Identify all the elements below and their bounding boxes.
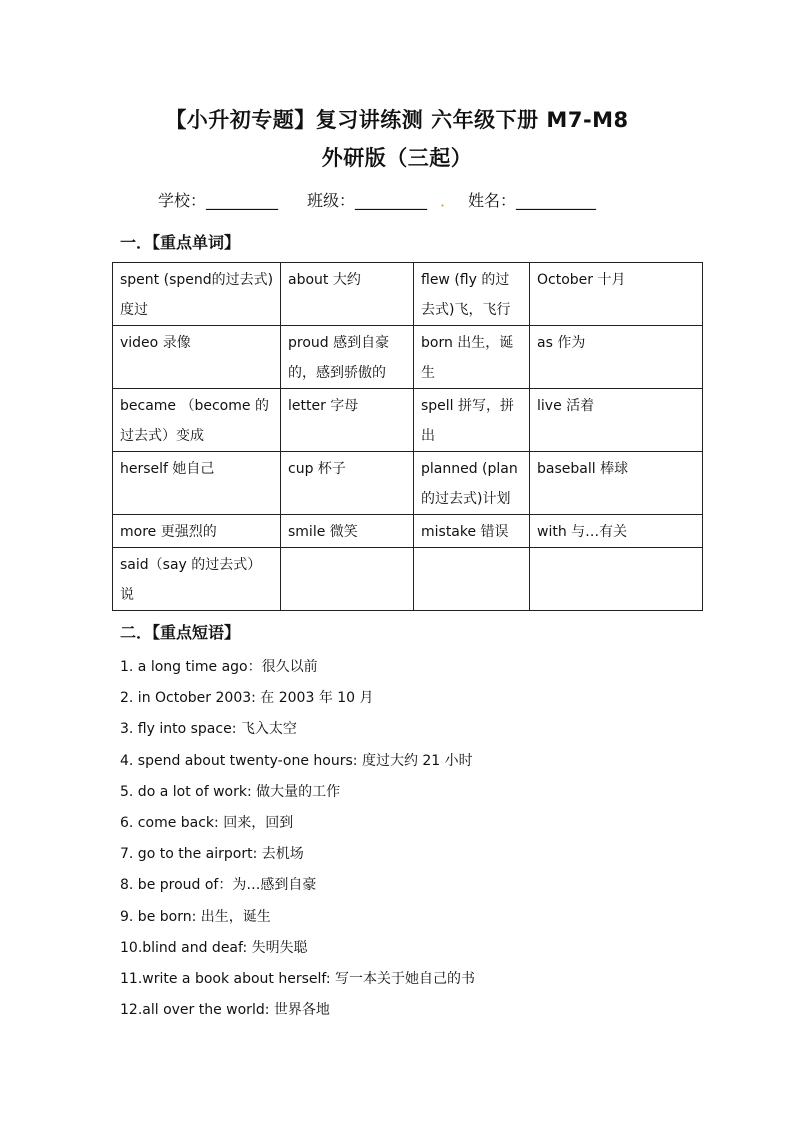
table-cell: planned (plan 的过去式)计划: [414, 452, 530, 515]
table-cell: more 更强烈的: [113, 515, 281, 548]
table-cell: letter 字母: [281, 389, 414, 452]
table-cell: mistake 错误: [414, 515, 530, 548]
list-item: 10.blind and deaf: 失明失聪: [120, 939, 308, 956]
section-heading-words: 一．【重点单词】: [120, 233, 241, 252]
table-cell: [414, 548, 530, 611]
list-item: 12.all over the world: 世界各地: [120, 1002, 330, 1019]
table-cell: proud 感到自豪的，感到骄傲的: [281, 326, 414, 389]
table-cell: said（say 的过去式）说: [113, 548, 281, 611]
page-title-line1: 【小升初专题】复习讲练测 六年级下册 M7-M8: [165, 108, 629, 132]
table-cell: spell 拼写，拼出: [414, 389, 530, 452]
list-item: 1. a long time ago：很久以前: [120, 659, 318, 675]
table-cell: cup 杯子: [281, 452, 414, 515]
list-item: 3. fly into space: 飞入太空: [120, 721, 297, 738]
table-cell: October 十月: [530, 263, 703, 326]
vocabulary-table: [112, 262, 703, 611]
name-field: 姓名：__________: [468, 191, 597, 210]
table-cell: with 与…有关: [530, 515, 703, 548]
table-row: [113, 548, 703, 611]
school-field: 学校：_________: [158, 191, 279, 210]
table-cell: about 大约: [281, 263, 414, 326]
phrase-list: [120, 652, 475, 1026]
page-title-line2: 外研版（三起）: [321, 146, 473, 170]
section-heading-phrases: 二．【重点短语】: [120, 623, 241, 642]
table-cell: flew (fly 的过去式)飞，飞行: [414, 263, 530, 326]
table-cell: video 录像: [113, 326, 281, 389]
table-cell: as 作为: [530, 326, 703, 389]
table-row: [113, 515, 703, 548]
list-item: 8. be proud of：为…感到自豪: [120, 877, 317, 894]
list-item: 4. spend about twenty-one hours: 度过大约 21 小时: [120, 752, 473, 769]
class-field: 班级：_________: [307, 191, 428, 210]
table-cell: born 出生，诞生: [414, 326, 530, 389]
list-item: 9. be born: 出生，诞生: [120, 908, 271, 925]
table-cell: became （become 的过去式）变成: [113, 389, 281, 452]
list-item: 11.write a book about herself: 写一本关于她自己的书: [120, 970, 475, 987]
table-cell: spent (spend的过去式)度过: [113, 263, 281, 326]
table-cell: live 活着: [530, 389, 703, 452]
list-item: 2. in October 2003: 在 2003 年 10 月: [120, 690, 374, 707]
list-item: 6. come back: 回来，回到: [120, 814, 294, 831]
table-row: [113, 263, 703, 326]
list-item: 5. do a lot of work: 做大量的工作: [120, 783, 341, 800]
table-cell: baseball 棒球: [530, 452, 703, 515]
table-cell: herself 她自己: [113, 452, 281, 515]
table-row: [113, 452, 703, 515]
table-cell: smile 微笑: [281, 515, 414, 548]
separator-dot: ．: [440, 191, 457, 210]
table-cell: [281, 548, 414, 611]
list-item: 7. go to the airport: 去机场: [120, 846, 304, 863]
table-cell: [530, 548, 703, 611]
table-row: [113, 389, 703, 452]
table-row: [113, 326, 703, 389]
